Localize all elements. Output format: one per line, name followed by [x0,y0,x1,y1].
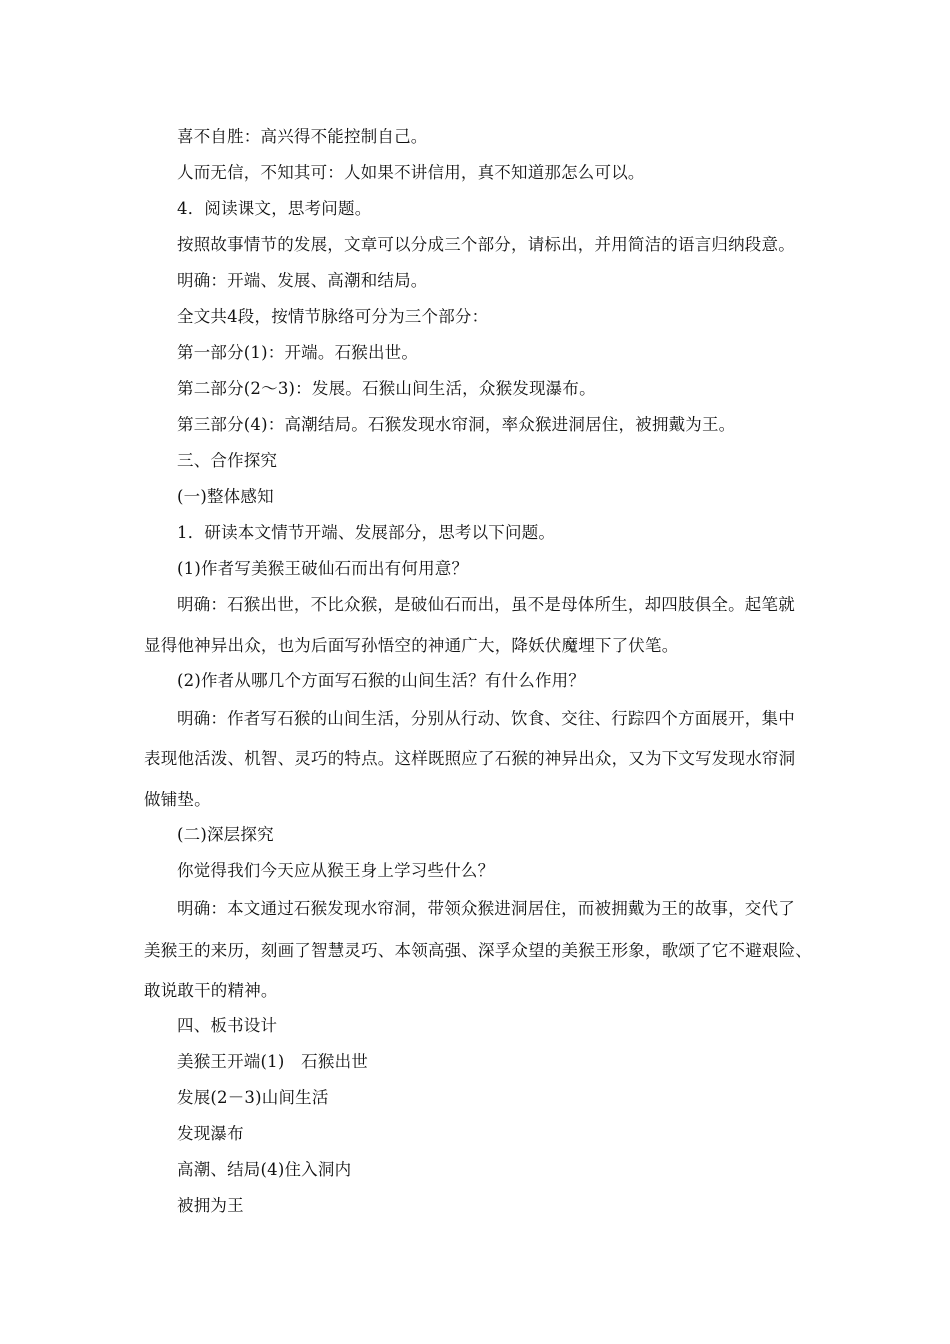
text-line: 4．阅读课文，思考问题。 [177,199,372,218]
text-line: 做铺垫。 [144,790,211,809]
text-line: 1．研读本文情节开端、发展部分，思考以下问题。 [177,523,556,542]
text-line: 表现他活泼、机智、灵巧的特点。这样既照应了石猴的神异出众，又为下文写发现水帘洞 [144,749,796,768]
text-line: 人而无信，不知其可：人如果不讲信用，真不知道那怎么可以。 [177,163,645,182]
text-line: 你觉得我们今天应从猴王身上学习些什么？ [177,861,495,880]
text-line: 按照故事情节的发展，文章可以分成三个部分，请标出，并用简洁的语言归纳段意。 [177,235,795,254]
text-line: 发现瀑布 [177,1124,244,1143]
text-line: 明确：开端、发展、高潮和结局。 [177,271,428,290]
text-line: 美猴王的来历，刻画了智慧灵巧、本领高强、深孚众望的美猴王形象，歌颂了它不避艰险、 [144,941,812,960]
text-line: 敢说敢干的精神。 [144,981,278,1000]
text-line: 第三部分(4)：高潮结局。石猴发现水帘洞，率众猴进洞居住，被拥戴为王。 [177,415,736,434]
text-line: (1)作者写美猴王破仙石而出有何用意？ [177,559,469,578]
text-line: 美猴王开端(1) 石猴出世 [177,1052,368,1071]
text-line: 被拥为王 [177,1196,244,1215]
text-line: 明确：石猴出世，不比众猴，是破仙石而出，虽不是母体所生，却四肢俱全。起笔就 [177,595,795,614]
text-line: 明确：本文通过石猴发现水帘洞，带领众猴进洞居住，而被拥戴为王的故事，交代了 [177,899,795,918]
text-line: 发展(2－3)山间生活 [177,1088,329,1107]
text-line: 第一部分(1)：开端。石猴出世。 [177,343,419,362]
text-line: 喜不自胜：高兴得不能控制自己。 [177,127,428,146]
text-line: (2)作者从哪几个方面写石猴的山间生活？有什么作用？ [177,671,586,690]
text-line: 全文共4段，按情节脉络可分为三个部分： [177,307,489,326]
section-heading: 三、合作探究 [177,451,278,470]
text-line: 第二部分(2～3)：发展。石猴山间生活，众猴发现瀑布。 [177,379,596,398]
text-line: 显得他神异出众，也为后面写孙悟空的神通广大，降妖伏魔埋下了伏笔。 [144,636,679,655]
subsection-heading: (一)整体感知 [177,487,274,506]
subsection-heading: (二)深层探究 [177,825,274,844]
text-line: 高潮、结局(4)住入洞内 [177,1160,352,1179]
text-line: 明确：作者写石猴的山间生活，分别从行动、饮食、交往、行踪四个方面展开，集中 [177,709,795,728]
section-heading: 四、板书设计 [177,1016,278,1035]
